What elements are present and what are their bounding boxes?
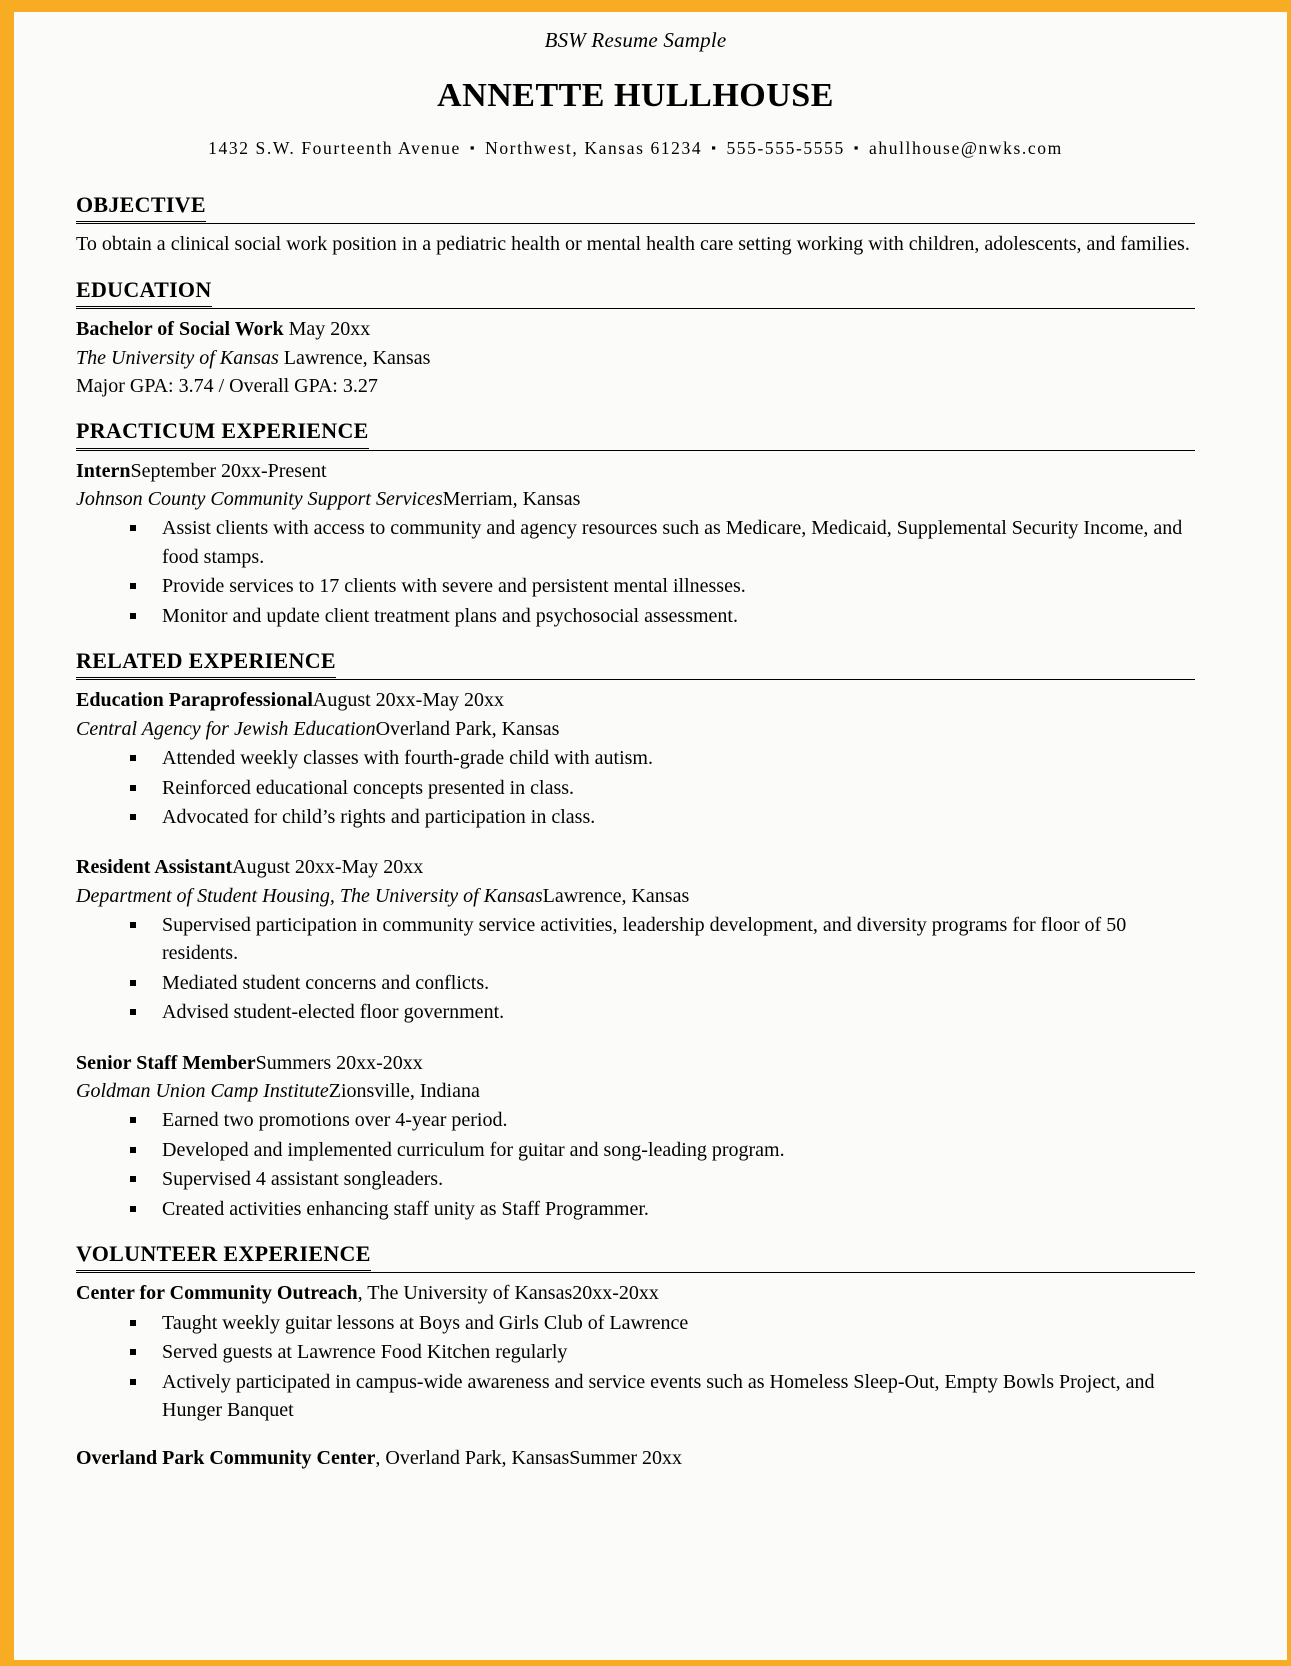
contact-line [76, 136, 1195, 160]
experience-date: August 20xx-May 20xx [312, 689, 504, 712]
section-rule [76, 450, 1195, 451]
experience-entry [76, 457, 1195, 630]
section-rule [76, 679, 1195, 680]
education-gpa: Major GPA: 3.74 / Overall GPA: 3.27 [76, 374, 378, 397]
experience-title: Senior Staff Member [76, 1051, 256, 1074]
volunteer-entry [76, 1444, 1195, 1472]
bullet-list [76, 1309, 1195, 1425]
contact-phone: 555-555-5555 [726, 137, 845, 158]
list-item: Taught weekly guitar lessons at Boys and Girls Club of Lawrence [124, 1309, 1195, 1337]
section-rule [76, 1272, 1195, 1273]
volunteer-title-row [76, 1279, 1195, 1307]
list-item: Served guests at Lawrence Food Kitchen regularly [124, 1338, 1195, 1366]
bullet-list [76, 1106, 1195, 1223]
volunteer-date: 20xx-20xx [572, 1282, 659, 1305]
contact-separator-icon: ▪ [469, 139, 477, 155]
experience-entry [76, 686, 1195, 831]
bullet-list [76, 911, 1195, 1027]
contact-email: ahullhouse@nwks.com [869, 137, 1063, 158]
practicum-entries [76, 457, 1195, 630]
experience-title-row [76, 686, 1195, 714]
volunteer-org-suffix: , The University of Kansas [357, 1282, 573, 1305]
volunteer-entry [76, 1279, 1195, 1424]
section-education [76, 275, 1195, 401]
education-gpa-row [76, 372, 1195, 400]
document-caption: BSW Resume Sample [544, 28, 727, 52]
resume-content [14, 12, 1287, 1473]
list-item: Created activities enhancing staff unity as Staff Programmer. [124, 1195, 1195, 1223]
experience-entry [76, 1049, 1195, 1223]
list-item: Advised student-elected floor government. [124, 998, 1195, 1026]
volunteer-organization: Overland Park Community Center [76, 1447, 376, 1470]
section-heading-volunteer: VOLUNTEER EXPERIENCE [76, 1239, 371, 1271]
list-item: Attended weekly classes with fourth-grade child with autism. [124, 744, 1195, 772]
section-volunteer [76, 1239, 1195, 1473]
experience-title: Intern [76, 459, 131, 482]
contact-separator-icon: ▪ [853, 139, 861, 155]
education-school-row [76, 344, 1195, 372]
objective-text: To obtain a clinical social work position in a pediatric health or mental health care setting working with children, adolescents, and families. [76, 233, 1190, 256]
bullet-list [76, 744, 1195, 831]
experience-date: September 20xx-Present [130, 459, 327, 482]
list-item: Mediated student concerns and conflicts. [124, 969, 1195, 997]
section-heading-objective: OBJECTIVE [76, 190, 206, 222]
experience-title-row [76, 1049, 1195, 1077]
volunteer-organization: Center for Community Outreach [76, 1282, 358, 1305]
section-heading-education: EDUCATION [76, 275, 212, 307]
list-item: Advocated for child’s rights and participation in class. [124, 803, 1195, 831]
list-item: Supervised 4 assistant songleaders. [124, 1165, 1195, 1193]
experience-organization: Department of Student Housing, The University of Kansas [76, 884, 543, 907]
list-item: Supervised participation in community service activities, leadership development, and diversity programs for floor of 50 residents. [124, 911, 1195, 968]
section-heading-practicum: PRACTICUM EXPERIENCE [76, 416, 369, 448]
experience-org-row [76, 1077, 1195, 1105]
experience-organization: Goldman Union Camp Institute [76, 1080, 329, 1103]
volunteer-date: Summer 20xx [569, 1447, 683, 1470]
section-objective [76, 190, 1195, 259]
section-related [76, 646, 1195, 1223]
related-entries [76, 686, 1195, 1223]
list-item: Assist clients with access to community and agency resources such as Medicare, Medicaid, Supplemental Security Income, and food stamps. [124, 514, 1195, 571]
bullet-list [76, 514, 1195, 630]
education-degree: Bachelor of Social Work [76, 318, 284, 341]
experience-org-row [76, 715, 1195, 743]
education-degree-row [76, 315, 1195, 343]
experience-organization: Johnson County Community Support Services [76, 488, 443, 511]
resume-page [14, 12, 1287, 1660]
experience-title: Resident Assistant [76, 856, 233, 879]
experience-location: Lawrence, Kansas [542, 884, 690, 907]
list-item: Monitor and update client treatment plans and psychosocial assessment. [124, 602, 1195, 630]
education-location: Lawrence, Kansas [283, 346, 431, 369]
section-heading-related: RELATED EXPERIENCE [76, 646, 336, 678]
experience-org-row [76, 882, 1195, 910]
experience-location: Overland Park, Kansas [375, 717, 560, 740]
list-item: Reinforced educational concepts presented in class. [124, 774, 1195, 802]
education-school: The University of Kansas [76, 346, 279, 369]
education-entry [76, 315, 1195, 400]
list-item: Actively participated in campus-wide awareness and service events such as Homeless Sleep-Out, Empty Bowls Project, and Hunger Banquet [124, 1368, 1195, 1425]
section-rule [76, 223, 1195, 224]
list-item: Earned two promotions over 4-year period. [124, 1106, 1195, 1134]
list-item: Provide services to 17 clients with severe and persistent mental illnesses. [124, 572, 1195, 600]
page-title: ANNETTE HULLHOUSE [437, 76, 834, 114]
volunteer-title-row [76, 1444, 1195, 1472]
contact-address: 1432 S.W. Fourteenth Avenue [208, 137, 461, 158]
volunteer-org-suffix: , Overland Park, Kansas [375, 1447, 570, 1470]
list-item: Developed and implemented curriculum for guitar and song-leading program. [124, 1136, 1195, 1164]
experience-org-row [76, 485, 1195, 513]
experience-date: Summers 20xx-20xx [255, 1051, 423, 1074]
volunteer-entries [76, 1279, 1195, 1472]
experience-entry [76, 853, 1195, 1026]
experience-location: Merriam, Kansas [442, 488, 581, 511]
contact-separator-icon: ▪ [711, 139, 718, 155]
experience-title-row [76, 457, 1195, 485]
experience-organization: Central Agency for Jewish Education [76, 717, 376, 740]
experience-title: Education Paraprofessional [76, 689, 313, 712]
contact-city-state-zip: Northwest, Kansas 61234 [485, 137, 703, 158]
education-date: May 20xx [288, 318, 371, 341]
experience-location: Zionsville, Indiana [328, 1080, 480, 1103]
experience-date: August 20xx-May 20xx [232, 856, 424, 879]
experience-title-row [76, 853, 1195, 881]
section-rule [76, 308, 1195, 309]
section-practicum [76, 416, 1195, 630]
